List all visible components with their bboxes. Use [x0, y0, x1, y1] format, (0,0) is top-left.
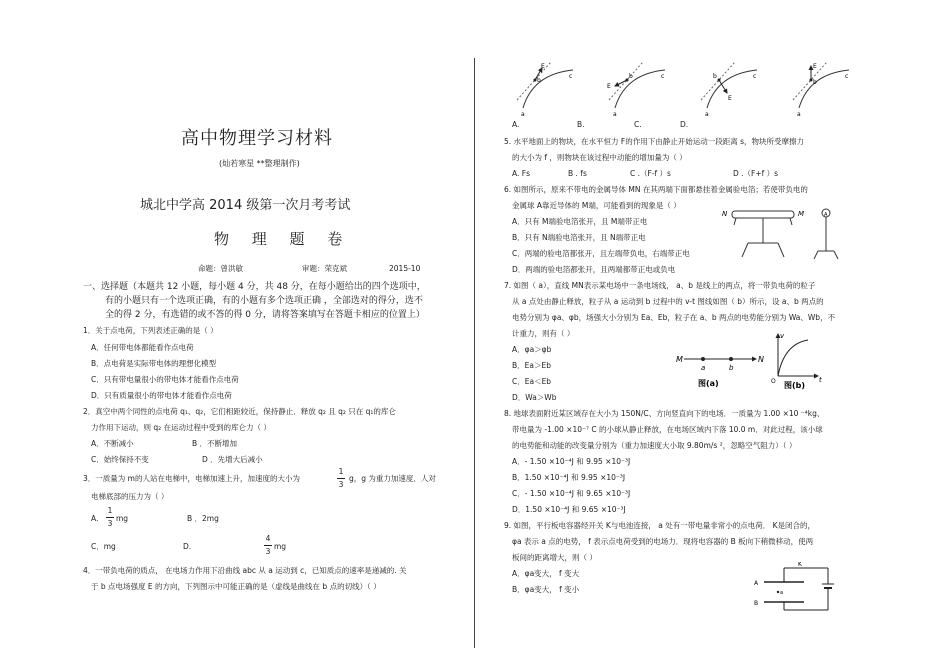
point-a: a [701, 364, 706, 372]
fraction-denominator: 3 [338, 480, 344, 489]
option-item: C．- 1.50 ×10⁻⁴J 和 9.65 ×10⁻³J [512, 489, 631, 498]
question-stem: 1．关于点电荷，下列表述正确的是（ ） [83, 326, 218, 335]
ball-label: A [824, 212, 828, 218]
question-stem: 5. 水平地面上的物块，在水平恒力 F的作用下由静止开始运动一段距离 s，物块所受摩擦力 [504, 137, 805, 146]
fraction-bar [106, 517, 114, 518]
figure-label-b: B. [577, 120, 585, 129]
figure-label-c: C. [634, 120, 642, 129]
option-item: C．只有带电量很小的带电体才能看作点电荷 [91, 375, 239, 384]
q7-figures [676, 330, 826, 392]
figure-option-c [701, 62, 757, 118]
conductor-end-m: M [798, 210, 805, 218]
figure-a [676, 355, 764, 388]
point-b: b [729, 364, 734, 372]
exam-title: 物 理 题 卷 [214, 230, 352, 248]
fraction-denominator: 3 [107, 519, 113, 528]
question-stem: 电势分别为 φa、φb，场强大小分别为 Ea、Eb，粒子在 a、b 两点的电势能分别为 Wa、Wb，不 [512, 313, 836, 322]
question-stem: 9. 如图，平行板电容器经开关 K与电池连接， a 处有一带电量非常小的点电荷． K是闭合的， [504, 521, 816, 530]
option-item: C．Ea＜Eb [512, 377, 552, 386]
fraction-bar [264, 545, 272, 546]
question-stem: 力作用下运动，则 q₂ 在运动过程中受到的库仑力（ ） [91, 423, 271, 432]
point-label: c [661, 73, 665, 80]
option-item: A．任何带电体都能看作点电荷 [91, 343, 194, 352]
option-item: D .（F+f ）s [733, 169, 779, 178]
school-title: 城北中学高 2014 级第一次月考考试 [140, 198, 351, 213]
option-item: A．φa＞φb [512, 345, 552, 354]
option-label: D. [183, 542, 192, 551]
field-label: E [813, 63, 817, 70]
q9-figure [752, 562, 842, 614]
fraction-denominator: 3 [265, 547, 271, 556]
option-item: B ．2mg [187, 514, 219, 523]
figure-a-caption: 图(a) [698, 379, 719, 388]
fraction-numerator: 4 [265, 534, 271, 543]
axis-origin: O [771, 378, 776, 385]
option-item: A. Fs [512, 169, 530, 178]
point-label: b [537, 77, 541, 84]
field-label: E [728, 95, 732, 102]
fraction-numerator: 1 [338, 467, 344, 476]
point-label: a [613, 111, 617, 118]
option-item: D．Wa＞Wb [512, 393, 557, 402]
q4-figures [515, 60, 885, 120]
question-stem: 8. 地球表面附近某区域存在大小为 150N/C、方向竖直向下的电场．一质量为 1.00 ×10 ⁻⁴kg、 [504, 409, 825, 418]
option-item: C．始终保持不变 [91, 455, 149, 464]
option-item: B．Ea＞Eb [512, 361, 551, 370]
point-label: c [753, 73, 757, 80]
meta-reviewer: 审题：荣克斌 [302, 264, 347, 273]
figure-option-a [517, 62, 573, 118]
charge-point-label: a [780, 590, 784, 596]
page-title: 高中物理学习材料 [181, 128, 333, 149]
point-label: c [569, 73, 573, 80]
option-item: D．两端的验电箔都张开，且两端都带正电或负电 [512, 265, 676, 274]
figure-option-b [607, 62, 665, 118]
option-item: B ．不断增加 [192, 439, 238, 448]
option-label: A. [91, 514, 99, 523]
figure-label-d: D. [680, 120, 689, 129]
question-stem: 于 b 点电场强度 E 的方向，下列图示中可能正确的是（虚线是曲线在 b 点的切线）（ ） [91, 582, 381, 591]
page-subtitle: (灿若寒星 **整理制作) [219, 159, 300, 168]
option-unit: mg [116, 514, 129, 523]
section-heading-line: 有的小题只有一个选项正确，有的小题有多个选项正确 ，全部选对的得分，选不 [105, 296, 423, 306]
option-item: C .（F-f ）s [630, 169, 671, 178]
axis-v: v [780, 332, 785, 340]
question-stem: 电梯底部的压力为（ ） [91, 492, 169, 501]
question-stem: 带电量为 -1.00 ×10⁻⁷ C 的小球从静止释放，在电场区域内下落 10.0 m．对此过程，该小球 [512, 425, 823, 434]
section-heading-line: 一、选择题（本题共 12 小题，每小题 4 分，共 48 分，在每小题给出的四个选项中， [83, 282, 426, 292]
option-item: B．φa变大， f 变小 [512, 585, 580, 594]
option-item: B．只有 N端验电箔张开，且 N端带正电 [512, 233, 646, 242]
question-stem: 3．一质量为 m的人站在电梯中，电梯加速上升，加速度的大小为 [83, 474, 300, 483]
figure-option-d [793, 62, 849, 118]
option-item: A．- 1.50 ×10⁻⁴J 和 9.95 ×10⁻³J [512, 457, 631, 466]
field-label: E [607, 83, 611, 90]
option-item: C．两端的验电箔都张开，且左端带负电，右端带正电 [512, 249, 690, 258]
option-unit: mg [274, 542, 287, 551]
question-stem: φa 表示 a 点的电势， f 表示点电荷受到的电场力．现将电容器的 B 板向下稍微移动，使两 [512, 537, 814, 546]
question-stem: 4．一带负电荷的质点， 在电场力作用下沿曲线 abc 从 a 运动到 c，已知质点的速率是递减的. 关 [83, 566, 407, 575]
field-label: E [541, 63, 545, 70]
question-stem: 计重力，则有（ ） [512, 329, 575, 338]
option-item: A．只有 M端验电箔张开，且 M端带正电 [512, 217, 648, 226]
question-stem: 的电势能和动能的改变量分别为（重力加速度大小取 9.80m/s ²，忽略空气阻力）（ ） [512, 441, 797, 450]
column-divider [474, 58, 475, 648]
axis-t: t [819, 376, 822, 384]
option-item: C．mg [91, 542, 116, 551]
figure-b [771, 332, 822, 390]
point-label: a [521, 111, 525, 118]
meta-author: 命题：曾洪敏 [198, 264, 243, 273]
option-item: B . fs [568, 169, 587, 178]
point-label: b [813, 79, 817, 86]
question-stem: 2．真空中两个同性的点电荷 q₁、q₂，它们相距较近，保持静止．释放 q₂ 且 q₂ 只在 q₁的库仑 [83, 407, 396, 416]
point-label: a [797, 111, 801, 118]
question-stem: g，g 为重力加速度．人对 [349, 474, 436, 483]
fraction-numerator: 1 [107, 506, 113, 515]
figure-b-caption: 图(b) [784, 381, 806, 390]
point-label: b [713, 73, 717, 80]
option-item: B．点电荷是实际带电体的理想化模型 [91, 359, 217, 368]
question-stem: 的大小为 f ，则物块在该过程中动能的增加量为（ ） [512, 153, 687, 162]
question-stem: 7. 如图（ a），直线 MN表示某电场中一条电场线， a、b 是线上的两点，将一带负电荷的粒子 [504, 281, 816, 290]
option-item: A．φa变大， f 变大 [512, 569, 580, 578]
line-end-m: M [676, 355, 683, 364]
plate-a-label: A [754, 580, 759, 587]
meta-date: 2015-10 [389, 264, 421, 273]
question-stem: 板间的距离增大，则（ ） [512, 553, 597, 562]
point-label: a [705, 111, 709, 118]
question-stem: 从 a 点处由静止释放，粒子从 a 运动到 b 过程中的 v-t 图线如图（ b）所示，设 a、b 两点的 [512, 297, 824, 306]
option-item: D．只有质量很小的带电体才能看作点电荷 [91, 391, 232, 400]
question-stem: 金属球 A靠近导体的 M端，可能看到的现象是（ ） [512, 201, 681, 210]
option-item: A．不断减小 [91, 439, 134, 448]
section-heading-line: 全的得 2 分，有选错的或不答的得 0 分，请将答案填写在答题卡相应的位置上） [105, 310, 425, 320]
plate-b-label: B [754, 600, 759, 607]
conductor-end-n: N [722, 210, 728, 218]
figure-label-a: A. [512, 120, 520, 129]
switch-label: K [798, 562, 802, 568]
fraction-bar [337, 478, 345, 479]
question-stem: 6. 如图所示，原来不带电的金属导体 MN 在其两端下面都悬挂着金属验电箔；若使带负电的 [504, 185, 808, 194]
q6-figure [718, 203, 848, 263]
point-label: b [629, 73, 633, 80]
line-end-n: N [758, 355, 764, 364]
option-item: D ．先增大后减小 [202, 455, 263, 464]
option-item: B．1.50 ×10⁻⁴J 和 9.95 ×10⁻³J [512, 473, 626, 482]
option-item: D．1.50 ×10⁻⁴J 和 9.65 ×10⁻³J [512, 505, 626, 514]
point-label: c [845, 73, 849, 80]
